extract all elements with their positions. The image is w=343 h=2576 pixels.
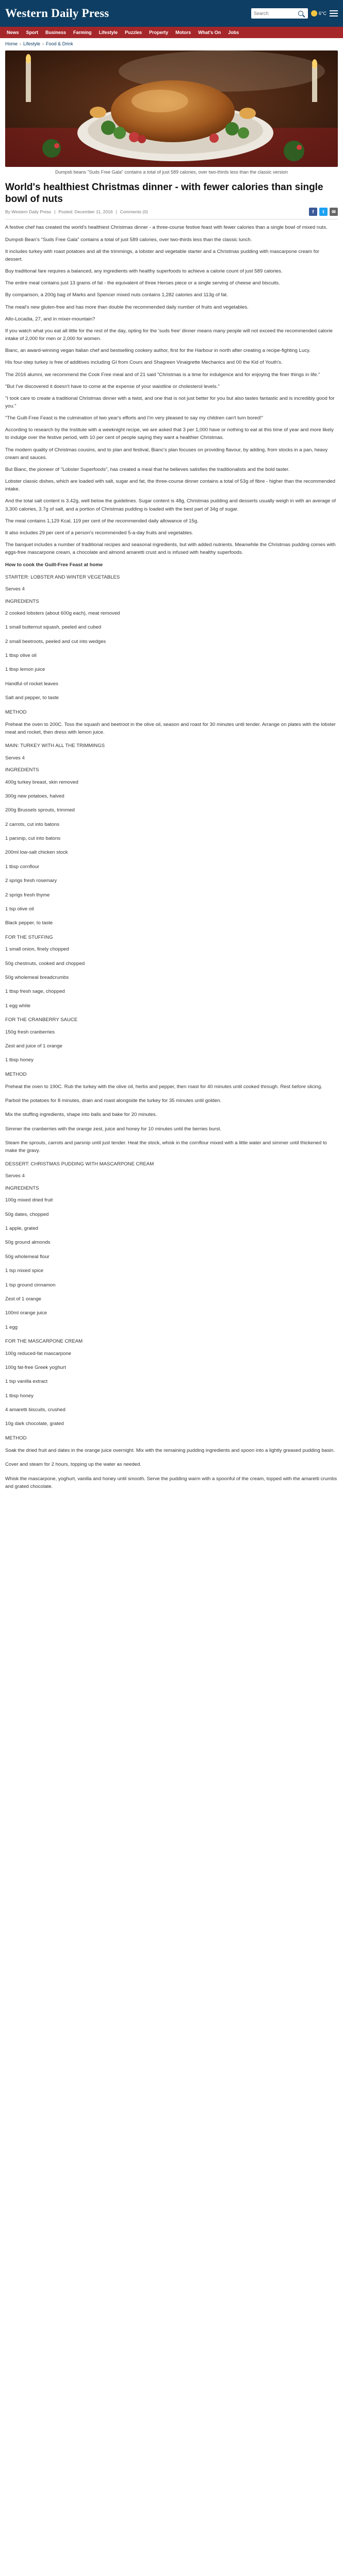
method-step: Soak the dried fruit and dates in the orange juice overnight. Mix with the remaining pudding ingredients and spoon into a lightly greased pudding basin.	[5, 1448, 335, 1454]
hamburger-menu-icon[interactable]	[330, 10, 338, 16]
ingredient-item: 1 egg white	[5, 1003, 31, 1009]
ingredient-item: 50g chestnuts, cooked and chopped	[5, 960, 85, 967]
ingredient-item: 100ml orange juice	[5, 1310, 47, 1316]
article-paragraph: "I took care to create a traditional Christmas dinner with a twist, and one that is not just better for you but also tastes fantastic and is incredibly good for you."	[5, 395, 335, 409]
method-step: Whisk the mascarpone, yoghurt, vanilla and honey until smooth. Serve the pudding warm with a spoonful of the cream, topped with the amaretti crumbs and grated chocolate.	[5, 1476, 337, 1489]
ingredient-item: 100g reduced-fat mascarpone	[5, 1350, 71, 1357]
search-box[interactable]	[251, 8, 308, 19]
weather-temp: 6°C	[318, 11, 326, 16]
search-icon[interactable]	[298, 11, 303, 16]
comments-link[interactable]: Comments (0)	[120, 209, 148, 215]
ingredient-item: 1 small onion, finely chopped	[5, 946, 69, 953]
ingredient-item: 100g mixed dried fruit	[5, 1197, 53, 1204]
recipe-label: FOR THE MASCARPONE CREAM	[5, 1338, 83, 1345]
article-paragraph: The meal's new gluten-free and has more than double the recommended daily number of fruits and vegetables.	[5, 304, 249, 310]
method-step: Simmer the cranberries with the orange zest, juice and honey for 10 minutes until the berries burst.	[5, 1126, 222, 1132]
article-paragraph: "But I've discovered it doesn't have to come at the expense of your waistline or cholesterol levels."	[5, 383, 220, 389]
recipe-label: FOR THE CRANBERRY SAUCE	[5, 1017, 78, 1023]
nav-item-business[interactable]: Business	[45, 30, 67, 35]
ingredient-item: 2 sprigs fresh rosemary	[5, 878, 57, 884]
ingredient-item: 300g new potatoes, halved	[5, 793, 64, 799]
method-step: Mix the stuffing ingredients, shape into balls and bake for 20 minutes.	[5, 1112, 157, 1118]
article-paragraph: By comparison, a 200g bag of Marks and Spencer mixed nuts contains 1,282 calories and 113g of fat.	[5, 292, 228, 298]
breadcrumb: Home › Lifestyle › Food & Drink	[5, 41, 73, 46]
site-logo[interactable]: Western Daily Press	[5, 7, 109, 20]
ingredient-item: Handful of rocket leaves	[5, 681, 58, 687]
article-paragraph: The banquet includes a number of traditional recipes and seasonal ingredients, but with added nutrients. Meanwhile the Christmas pudding comes with eggs-free mascarpone cream, a chocolate and almond amaretti crust and is infused with healthy superfoods.	[5, 542, 336, 556]
breadcrumb-food[interactable]: Food & Drink	[46, 41, 73, 46]
nav-item-puzzles[interactable]: Puzzles	[125, 30, 142, 35]
main-nav	[0, 27, 343, 38]
christmas-dinner-photo	[5, 50, 338, 167]
recipe-label: STARTER: LOBSTER AND WINTER VEGETABLES	[5, 574, 120, 580]
breadcrumb-lifestyle[interactable]: Lifestyle	[23, 41, 41, 46]
ingredient-item: 50g dates, chopped	[5, 1211, 49, 1217]
masthead	[0, 0, 343, 27]
ingredient-item: 200g Brussels sprouts, trimmed	[5, 807, 75, 814]
ingredient-item: 2 cooked lobsters (about 600g each), meat removed	[5, 610, 120, 616]
nav-item-whats-on[interactable]: What's On	[198, 30, 221, 35]
recipe-label: METHOD	[5, 709, 27, 715]
article-paragraph: It also includes 29 per cent of a person's recommended 5-a-day fruits and vegetables.	[5, 530, 193, 536]
ingredient-item: Zest of 1 orange	[5, 1296, 41, 1302]
method-step: Preheat the oven to 190C. Rub the turkey with the olive oil, herbs and pepper, then roast for 40 minutes until cooked through. Rest before slicing.	[5, 1084, 322, 1090]
article-paragraph: Lobster classic dishes, which are loaded with salt, sugar and fat, the three-course dinner contains a total of 53g of fibre - higher than the recommended intake.	[5, 479, 335, 493]
ingredient-item: 1 tsp ground cinnamon	[5, 1282, 56, 1288]
recipe-label: INGREDIENTS	[5, 767, 39, 773]
ingredient-item: 200ml low-salt chicken stock	[5, 850, 68, 856]
nav-item-news[interactable]: News	[7, 30, 19, 35]
recipe-label: Serves 4	[5, 586, 25, 592]
recipe-label: FOR THE STUFFING	[5, 934, 53, 940]
article-paragraph: The meal contains 1,129 Kcal, 119 per cent of the recommended daily allowance of 15g.	[5, 518, 199, 524]
ingredient-item: 2 carrots, cut into batons	[5, 821, 60, 827]
article-container	[0, 38, 343, 1490]
twitter-share-icon[interactable]: t	[319, 208, 328, 216]
publish-date: Posted: December 11, 2016	[58, 209, 113, 215]
email-share-icon[interactable]: ✉	[330, 208, 338, 216]
ingredient-item: 150g fresh cranberries	[5, 1029, 55, 1035]
recipe-heading: How to cook the Guilt-Free Feast at home	[5, 562, 103, 568]
ingredient-item: 1 tsp mixed spice	[5, 1268, 44, 1274]
article-paragraph: His four-step turkey is free of additives including GI from Cours and Shagreen Vinaigrette Mechanics and 00 the Kid of Youth's.	[5, 360, 283, 366]
article-title: World's healthiest Christmas dinner - with fewer calories than single bowl of nuts	[5, 182, 323, 205]
ingredient-item: 1 tbsp honey	[5, 1393, 34, 1399]
article-paragraph: Allo-Locadia, 27, and in mixer-mountain?	[5, 316, 95, 322]
sun-icon	[311, 10, 317, 16]
nav-item-farming[interactable]: Farming	[73, 30, 92, 35]
hero-image	[5, 50, 338, 167]
article-paragraph: The entire meal contains just 13 grams of fat - the equivalent of three Heroes piece or a single serving of cheese and biscuits.	[5, 280, 280, 286]
article-paragraph: Dumpsti Bean's "Suds Free Gala" contains a total of just 589 calories, over two-thirds less than the classic lunch.	[5, 236, 252, 243]
recipe-label: INGREDIENTS	[5, 1185, 39, 1191]
method-step: Preheat the oven to 200C. Toss the squash and beetroot in the olive oil, season and roast for 30 minutes until tender. Arrange on plates with the lobster meat and rocket, then dress with lemon juice.	[5, 722, 336, 736]
ingredient-item: 50g wholemeal flour	[5, 1253, 50, 1260]
method-step: Cover and steam for 2 hours, topping up the water as needed.	[5, 1462, 141, 1468]
breadcrumb-home[interactable]: Home	[5, 41, 18, 46]
ingredient-item: 1 parsnip, cut into batons	[5, 836, 61, 842]
recipe-label: Serves 4	[5, 755, 25, 761]
article-paragraph: According to research by the Institute with a weeknight recipe, we are asked that 3 per 1,000 have or nothing to eat at this time of year and more likely to indulge over the festive period, with 10 per cent of people saying they want a healthier Christmas.	[5, 427, 334, 441]
recipe-label: METHOD	[5, 1071, 27, 1077]
search-input[interactable]	[254, 9, 298, 18]
article-paragraph: But Bianc, the pioneer of "Lobster Superfoods", has created a meal that he believes satisfies the traditionalists and the bold taster.	[5, 466, 290, 472]
ingredient-item: 10g dark chocolate, grated	[5, 1421, 64, 1427]
ingredient-item: 100g fat-free Greek yoghurt	[5, 1364, 66, 1370]
recipe-label: METHOD	[5, 1435, 27, 1441]
hero-caption: Dumpsti beans "Suds Free Gala" contains a total of just 589 calories, over two-thirds less than the classic version	[55, 170, 288, 175]
recipe-label: MAIN: TURKEY WITH ALL THE TRIMMINGS	[5, 743, 105, 749]
ingredient-item: 50g ground almonds	[5, 1240, 51, 1246]
nav-item-sport[interactable]: Sport	[26, 30, 39, 35]
article-meta: By Western Daily Press | Posted: December 11, 2016 | Comments (0) f t ✉	[5, 208, 338, 216]
ingredient-item: 1 tbsp olive oil	[5, 653, 37, 659]
ingredient-item: 1 egg	[5, 1324, 18, 1330]
article-body	[5, 224, 338, 556]
article-paragraph: Bianc, an award-winning vegan Italian chef and bestselling cookery author, first for the Harbour in north after creating a recipe-fighting Lucy.	[5, 348, 311, 354]
ingredient-item: 4 amaretti biscuits, crushed	[5, 1407, 66, 1413]
ingredient-item: Black pepper, to taste	[5, 920, 53, 926]
article-paragraph: A festive chef has created the world's healthiest Christmas dinner - a three-course festive feast with fewer calories than a single bowl of mixed nuts.	[5, 225, 328, 231]
ingredient-item: 1 tbsp honey	[5, 1057, 34, 1063]
ingredient-item: 1 tbsp cornflour	[5, 863, 40, 870]
article-paragraph: It includes turkey with roast potatoes and all the trimmings, a lobster and vegetable starter and a Christmas pudding with mascarpone cream for dessert.	[5, 248, 319, 262]
nav-item-lifestyle[interactable]: Lifestyle	[99, 30, 118, 35]
nav-item-property[interactable]: Property	[149, 30, 169, 35]
recipe-label: Serves 4	[5, 1173, 25, 1179]
facebook-share-icon[interactable]: f	[309, 208, 317, 216]
ingredient-item: 1 tsp olive oil	[5, 906, 34, 912]
method-step: Steam the sprouts, carrots and parsnip until just tender. Heat the stock, whisk in the cornflour mixed with a little water and simmer until thickened to make the gravy.	[5, 1140, 327, 1154]
ingredient-item: 50g wholemeal breadcrumbs	[5, 974, 69, 980]
ingredient-item: 1 small butternut squash, peeled and cubed	[5, 624, 102, 631]
article-paragraph: If you watch what you eat all little for the rest of the day, opting for the 'suds free' dinner means many people will not exceed the recommended calorie intake of 2,000 for men or 2,000 for women.	[5, 328, 333, 342]
article-paragraph: And the total salt content is 3.42g, well below the guidelines. Sugar content is 48g, Christmas pudding and desserts usually weigh in with an average of 3,300 calories, 3.7g of salt, and a portion of Christmas pudding is loaded with the best part of 34g of sugar.	[5, 498, 336, 512]
byline[interactable]: By Western Daily Press	[5, 209, 52, 215]
recipe-label: INGREDIENTS	[5, 598, 39, 604]
recipe-section	[5, 562, 338, 1490]
recipe-label: DESSERT: CHRISTMAS PUDDING WITH MASCARPONE CREAM	[5, 1161, 154, 1167]
weather-widget[interactable]	[311, 10, 326, 16]
ingredient-item: 1 tbsp fresh sage, chopped	[5, 989, 65, 995]
nav-item-jobs[interactable]: Jobs	[228, 30, 239, 35]
ingredient-item: 1 apple, grated	[5, 1225, 39, 1231]
method-step: Parboil the potatoes for 8 minutes, drain and roast alongside the turkey for 35 minutes until golden.	[5, 1098, 222, 1104]
ingredient-item: 400g turkey breast, skin removed	[5, 779, 78, 785]
share-buttons	[309, 208, 338, 216]
ingredient-item: 1 tsp vanilla extract	[5, 1379, 48, 1385]
article-paragraph: The 2016 alumni, we recommend the Cook Free meal and of 21 said "Christmas is a time for indulgence and for enjoying the finer things in life."	[5, 371, 320, 378]
ingredient-item: Salt and pepper, to taste	[5, 695, 59, 701]
masthead-tools	[251, 8, 338, 19]
ingredient-item: Zest and juice of 1 orange	[5, 1043, 62, 1049]
article-paragraph: The modern quality of Christmas cousins, and to plan and festival, Bianc's plan focuses on providing flavour, by adding, from stocks in a pan, heavy cream and sauces.	[5, 447, 328, 461]
ingredient-item: 1 tbsp lemon juice	[5, 667, 45, 673]
ingredient-item: 2 small beetroots, peeled and cut into wedges	[5, 638, 106, 645]
article-paragraph: Buy traditional fare requires a balanced, any ingredients with healthy superfoods to achieve a calorie count of just 589 calories.	[5, 268, 283, 275]
ingredient-item: 2 sprigs fresh thyme	[5, 892, 50, 898]
nav-item-motors[interactable]: Motors	[175, 30, 191, 35]
article-paragraph: "The Guilt-Free Feast is the culmination of two year's efforts and I'm very pleased to say my children can't turn bored!"	[5, 415, 264, 421]
